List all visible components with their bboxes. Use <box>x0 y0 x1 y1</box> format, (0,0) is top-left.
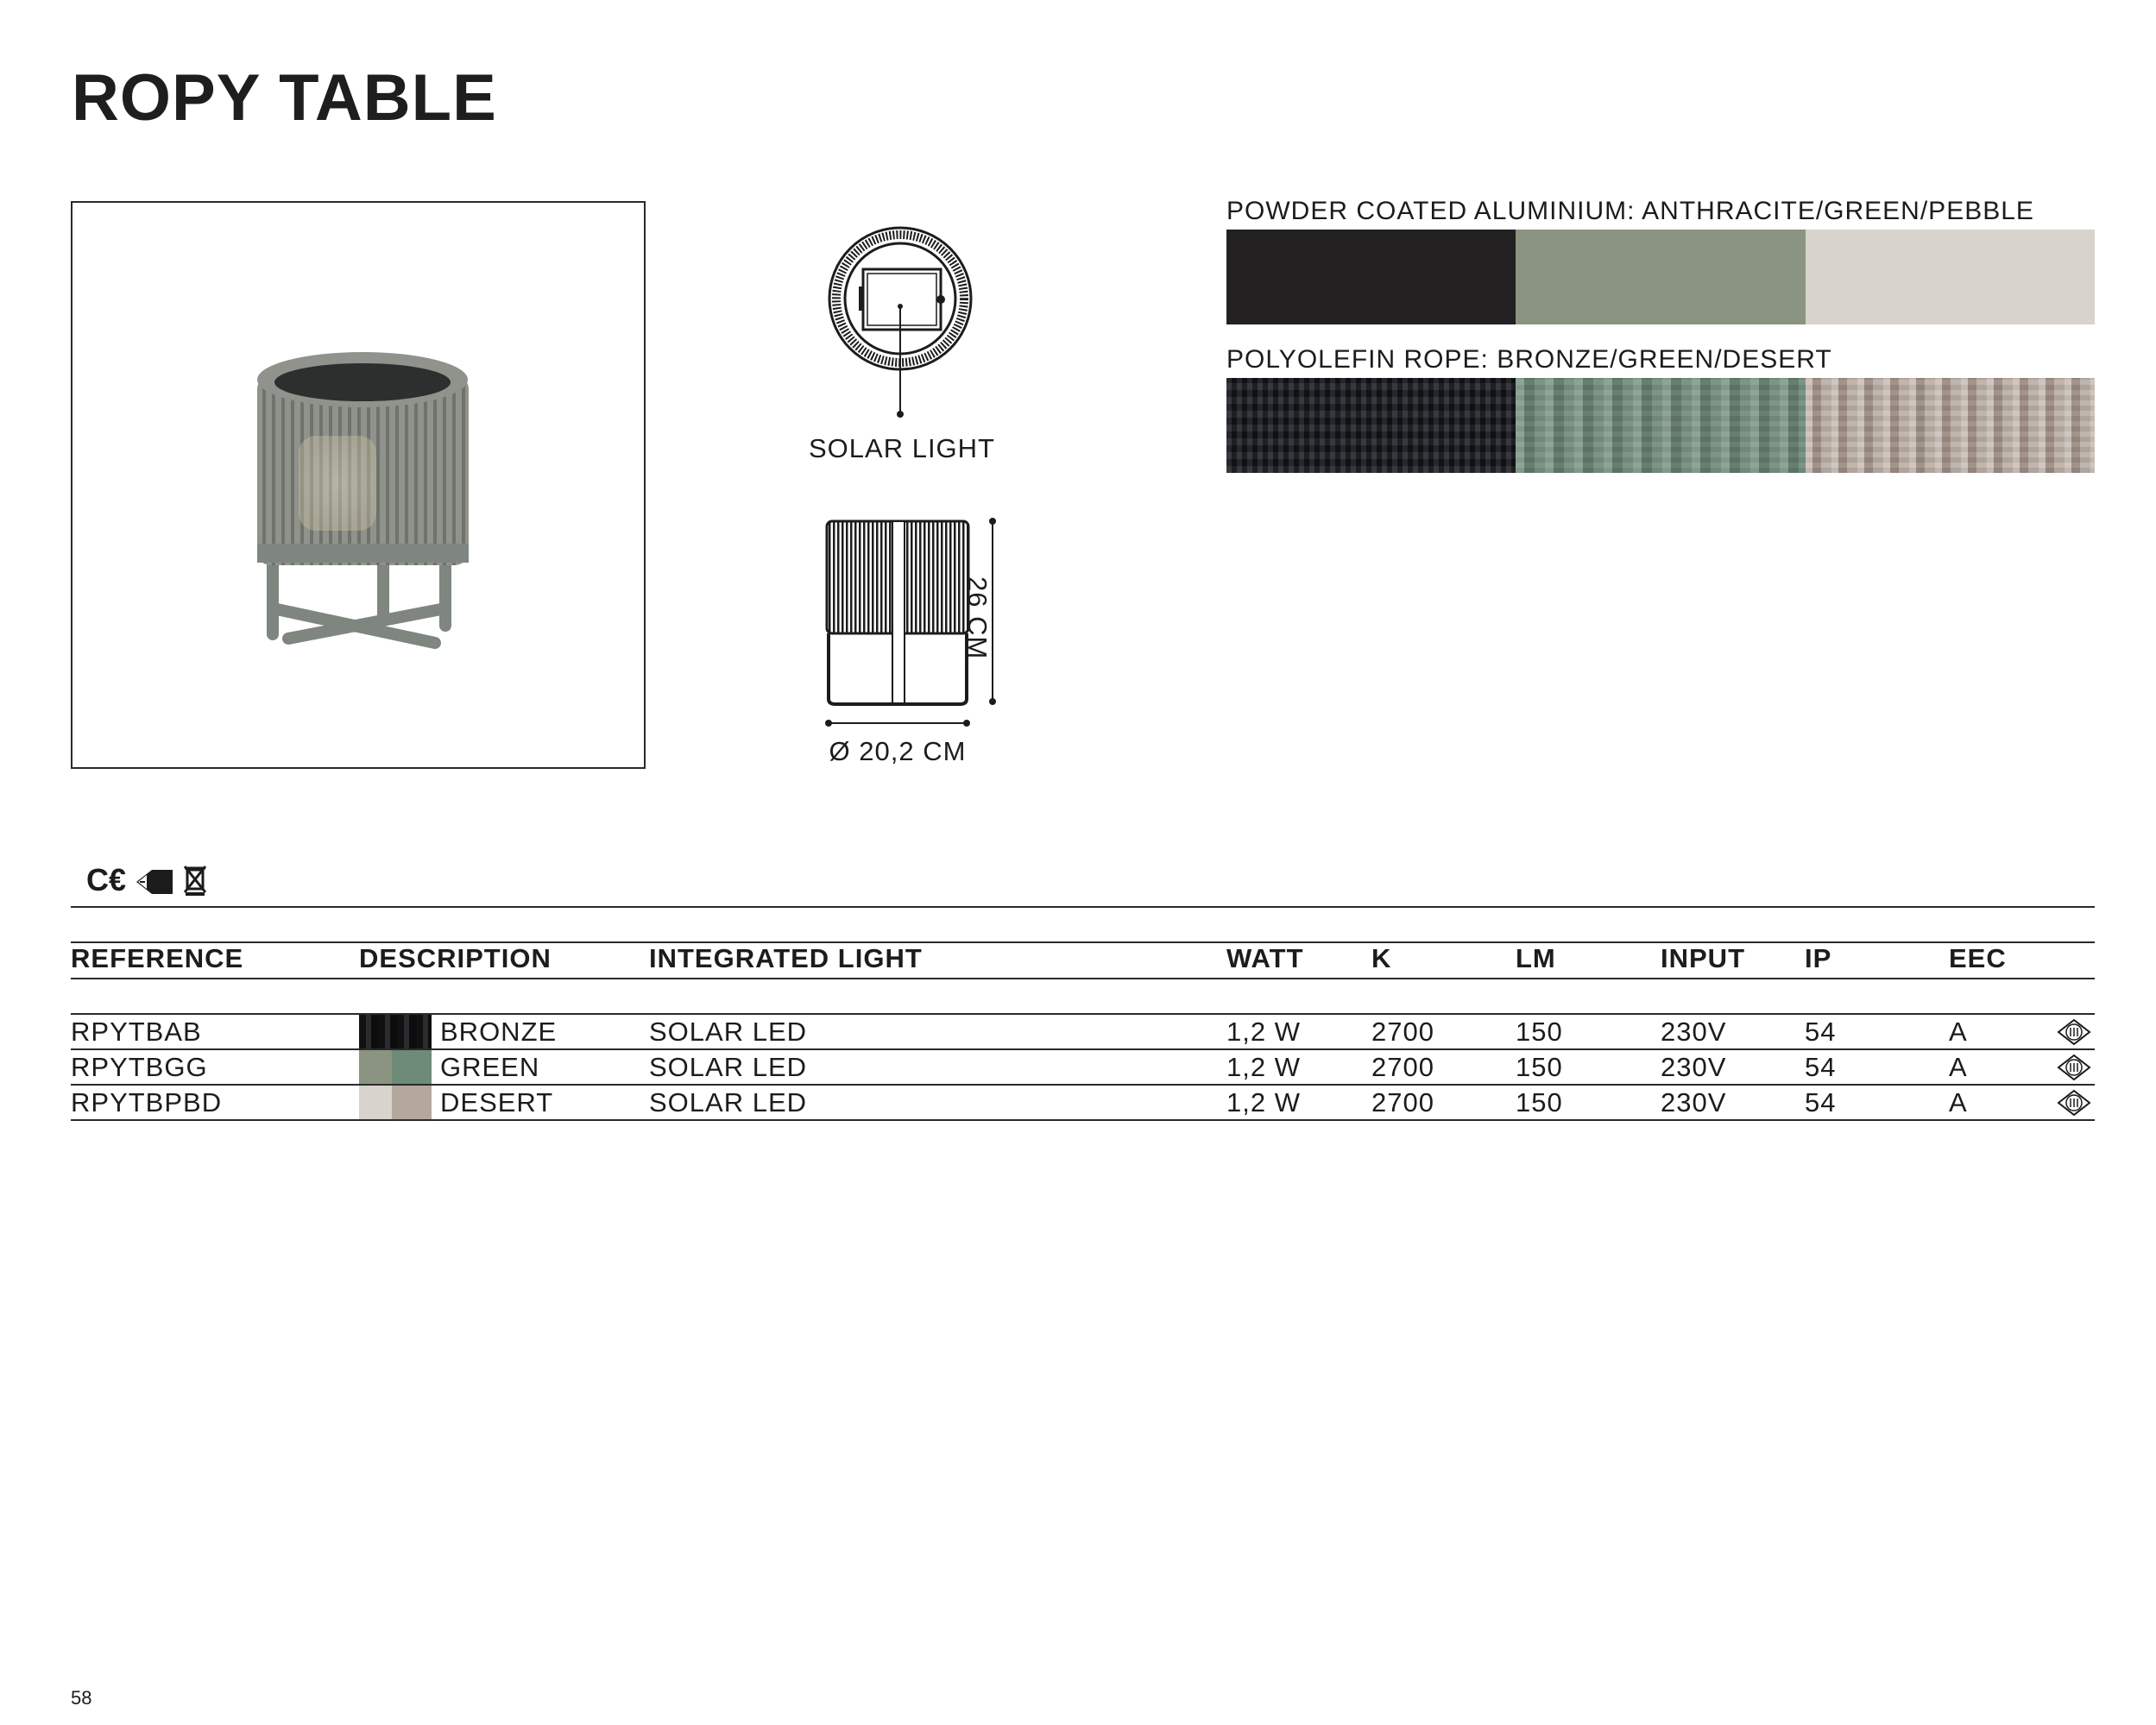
cell-reference: RPYTBGG <box>71 1052 208 1082</box>
product-photo <box>72 203 644 767</box>
row-swatch-desert <box>359 1086 432 1119</box>
header-eec: EEC <box>1949 943 2007 973</box>
swatch-pebble <box>1806 230 2095 324</box>
page-number: 58 <box>71 1687 92 1709</box>
swatch-anthracite <box>1226 230 1516 324</box>
cell-integrated-light: SOLAR LED <box>649 1052 808 1082</box>
cell-lm: 150 <box>1516 1052 1563 1082</box>
product-photo-frame <box>71 201 646 769</box>
aluminium-finish-label: POWDER COATED ALUMINIUM: ANTHRACITE/GREEN/PEBBLE <box>1226 197 2034 225</box>
class-iii-icon <box>2057 1018 2091 1046</box>
cell-integrated-light: SOLAR LED <box>649 1017 808 1047</box>
rope-swatch-row <box>1226 378 2095 473</box>
aluminium-swatch-row <box>1226 230 2095 324</box>
cell-description: DESERT <box>440 1087 554 1117</box>
cell-eec: A <box>1949 1052 1968 1082</box>
row-swatch-bronze <box>359 1015 432 1048</box>
cell-watt: 1,2 W <box>1226 1087 1301 1117</box>
header-input: INPUT <box>1661 943 1745 973</box>
cell-input: 230V <box>1661 1087 1727 1117</box>
cell-eec: A <box>1949 1017 1968 1047</box>
class-iii-icon <box>2057 1089 2091 1117</box>
cell-reference: RPYTBAB <box>71 1017 202 1047</box>
cell-integrated-light: SOLAR LED <box>649 1087 808 1117</box>
page-title: ROPY TABLE <box>72 61 497 135</box>
row-swatch-green <box>359 1050 432 1084</box>
cell-reference: RPYTBPBD <box>71 1087 223 1117</box>
cell-ip: 54 <box>1805 1052 1837 1082</box>
diameter-dimension: Ø 20,2 CM <box>829 736 967 766</box>
certification-icons <box>86 863 207 897</box>
swatch-rope-desert <box>1806 378 2095 473</box>
cell-lm: 150 <box>1516 1087 1563 1117</box>
cell-ip: 54 <box>1805 1087 1837 1117</box>
table-bottom-rule <box>71 1119 2095 1121</box>
cell-lm: 150 <box>1516 1017 1563 1047</box>
class-iii-icon <box>2057 1054 2091 1081</box>
cell-description: GREEN <box>440 1052 540 1082</box>
header-description: DESCRIPTION <box>359 943 552 973</box>
header-ip: IP <box>1805 943 1832 973</box>
rope-finish-label: POLYOLEFIN ROPE: BRONZE/GREEN/DESERT <box>1226 345 1832 374</box>
class-iii-protection-icon <box>135 865 174 896</box>
ce-mark-icon: C€ <box>86 862 127 897</box>
cell-ip: 54 <box>1805 1017 1837 1047</box>
cell-k: 2700 <box>1371 1017 1434 1047</box>
cell-description: BRONZE <box>440 1017 558 1047</box>
height-dimension: 26 CM <box>962 576 993 660</box>
cell-watt: 1,2 W <box>1226 1017 1301 1047</box>
divider-top <box>71 906 2095 908</box>
solar-light-label: SOLAR LIGHT <box>809 433 995 463</box>
table-header-bottom-rule <box>71 978 2095 979</box>
cell-k: 2700 <box>1371 1087 1434 1117</box>
header-watt: WATT <box>1226 943 1304 973</box>
header-k: K <box>1371 943 1392 973</box>
cell-input: 230V <box>1661 1017 1727 1047</box>
cell-k: 2700 <box>1371 1052 1434 1082</box>
top-view-diagram <box>824 224 980 431</box>
header-integrated-light: INTEGRATED LIGHT <box>649 943 923 973</box>
cell-input: 230V <box>1661 1052 1727 1082</box>
header-reference: REFERENCE <box>71 943 244 973</box>
cell-watt: 1,2 W <box>1226 1052 1301 1082</box>
cell-eec: A <box>1949 1087 1968 1117</box>
header-lm: LM <box>1516 943 1556 973</box>
swatch-rope-bronze <box>1226 378 1516 473</box>
swatch-rope-green <box>1516 378 1805 473</box>
swatch-green <box>1516 230 1805 324</box>
weee-bin-icon <box>183 865 207 896</box>
